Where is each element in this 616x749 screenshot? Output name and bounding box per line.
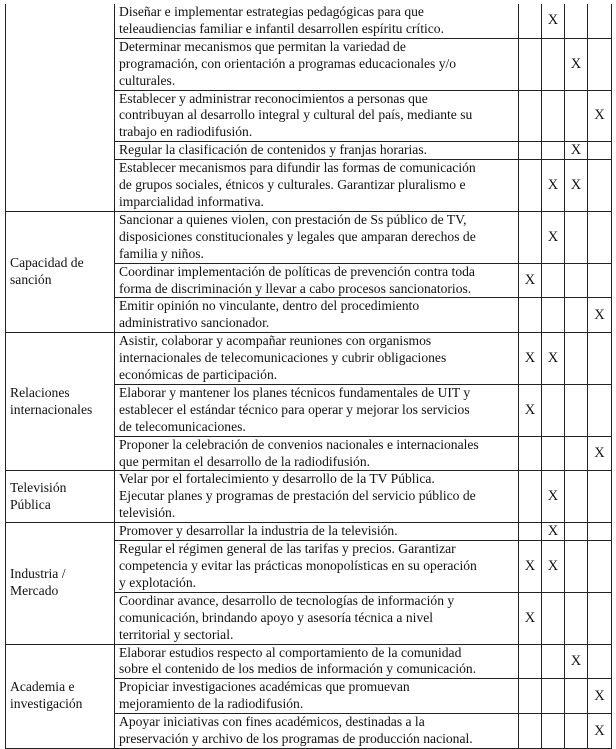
mark-cell-2: X [542,160,565,212]
description-line: y explotación. [119,574,197,590]
description-line: forma de discriminación y llevar a cabo procesos sancionatorios. [119,280,472,296]
mark-cell-1 [519,679,542,714]
description-line: teleaudiencias familiar e infantil desarrollen espíritu crítico. [119,20,444,36]
description-line: competencia y evitar las prácticas monopolísticas en su operación [119,558,477,573]
mark-cell-1 [519,4,542,38]
mark-cell-2 [542,384,565,436]
description-line: administrativo sancionador. [119,315,270,331]
mark-cell-1 [519,436,542,471]
description-cell [115,592,519,644]
mark-cell-4 [588,4,612,38]
description-line: Coordinar implementación de políticas de prevención contra toda [119,263,475,279]
description-cell [115,90,519,142]
description-line: culturales. [119,72,176,88]
description-line: preservación y archivo de los programas de producción nacional. [119,731,473,747]
mark-cell-1: X [519,263,542,298]
description-cell [115,38,519,90]
mark-cell-3: X [565,644,588,679]
description-cell [115,523,519,541]
category-line: Televisión [10,479,67,495]
table-body [6,4,612,748]
mark-cell-3 [565,471,588,523]
description-line: Elaborar estudios respecto al comportamiento de la comunidad [119,644,462,660]
mark-cell-1 [519,714,542,749]
description-cell [115,436,519,471]
mark-cell-2 [542,679,565,714]
mark-cell-3 [565,90,588,142]
mark-cell-3 [565,4,588,38]
mark-cell-3 [565,679,588,714]
mark-cell-4 [588,142,612,160]
mark-cell-3 [565,263,588,298]
description-line: de telecomunicaciones. [119,418,246,434]
description-line: comunicación, brindando apoyo y asesoría técnica a nivel [119,609,434,625]
mark-cell-2: X [542,523,565,541]
mark-cell-3 [565,436,588,471]
mark-cell-1 [519,471,542,523]
description-cell [115,211,519,263]
mark-cell-3 [565,333,588,385]
description-cell [115,679,519,714]
mark-cell-1 [519,298,542,333]
description-line: Coordinar avance, desarrollo de tecnologías de información y [119,592,455,608]
description-line: territorial y sectorial. [119,626,234,642]
description-line: Determinar mecanismos que permitan la variedad de [119,38,406,54]
description-cell [115,298,519,333]
description-line: internacionales de telecomunicaciones y cubrir obligaciones [119,350,447,366]
description-cell [115,714,519,749]
description-line: Regular el régimen general de las tarifas y precios. Garantizar [119,541,456,557]
mark-cell-4 [588,384,612,436]
description-line: imparcialidad informativa. [119,193,264,209]
table-row [6,4,612,38]
category-line: Pública [10,496,51,512]
description-line: económicas de participación. [119,367,278,383]
mark-cell-3 [565,714,588,749]
mark-cell-4 [588,523,612,541]
description-line: sobre el contenido de los medios de información y comunicación. [119,661,477,677]
description-line: Diseñar e implementar estrategias pedagógicas para que [119,4,424,19]
mark-cell-4: X [588,679,612,714]
category-line: Mercado [10,583,59,599]
description-cell [115,4,519,38]
description-line: Sancionar a quienes violen, con prestación de Ss público de TV, [119,211,467,227]
category-cell [6,644,115,748]
category-cell [6,523,115,644]
description-line: Propiciar investigaciones académicas que promuevan [119,679,410,695]
mark-cell-3 [565,211,588,263]
mark-cell-1 [519,523,542,541]
description-line: que permitan el desarrollo de la radiodifusión. [119,453,371,469]
mark-cell-1: X [519,541,542,593]
description-line: televisión. [119,505,176,521]
description-line: Regular la clasificación de contenidos y franjas horarias. [119,142,428,158]
mark-cell-2 [542,263,565,298]
mark-cell-4: X [588,436,612,471]
category-line: Industria / [10,566,66,582]
description-cell [115,160,519,212]
mark-cell-4 [588,38,612,90]
mark-cell-1 [519,38,542,90]
description-line: Emitir opinión no vinculante, dentro del procedimiento [119,298,420,314]
mark-cell-3: X [565,160,588,212]
table-row [6,471,612,523]
description-line: establecer el estándar técnico para operar y mejorar los servicios [119,401,470,417]
description-cell [115,333,519,385]
mark-cell-1 [519,90,542,142]
description-line: Ejecutar planes y programas de prestación del servicio público de [119,488,476,504]
mark-cell-2 [542,714,565,749]
mark-cell-3 [565,384,588,436]
mark-cell-1: X [519,384,542,436]
description-line: contribuyan al desarrollo integral y cultural del país, mediante su [119,107,473,123]
category-line: investigación [10,696,83,712]
mark-cell-2: X [542,4,565,38]
description-line: programación, con orientación a programas educacionales y/o [119,55,457,71]
mark-cell-4 [588,644,612,679]
mark-cell-4: X [588,90,612,142]
mark-cell-4: X [588,298,612,333]
description-line: Asistir, colaborar y acompañar reuniones con organismos [119,333,432,349]
description-cell [115,541,519,593]
functions-table [5,4,612,749]
mark-cell-3 [565,298,588,333]
description-line: de grupos sociales, étnicos y culturales. Garantizar pluralismo e [119,177,466,193]
mark-cell-2: X [542,541,565,593]
category-cell [6,471,115,523]
mark-cell-4 [588,541,612,593]
description-line: Apoyar iniciativas con fines académicos, destinadas a la [119,714,425,730]
description-cell [115,263,519,298]
category-line: internacionales [10,401,93,417]
table-row [6,211,612,263]
description-line: Establecer mecanismos para difundir las formas de comunicación [119,160,476,176]
table-row [6,644,612,679]
description-cell [115,142,519,160]
mark-cell-4 [588,160,612,212]
mark-cell-1 [519,160,542,212]
description-line: Promover y desarrollar la industria de la televisión. [119,523,398,539]
category-line: Academia e [10,679,75,695]
category-cell [6,333,115,471]
mark-cell-2 [542,38,565,90]
mark-cell-4 [588,211,612,263]
mark-cell-1: X [519,333,542,385]
description-line: familia y niños. [119,245,204,261]
mark-cell-1 [519,142,542,160]
description-cell [115,384,519,436]
mark-cell-4 [588,471,612,523]
mark-cell-3 [565,523,588,541]
category-cell [6,211,115,332]
description-line: Proponer la celebración de convenios nacionales e internacionales [119,436,479,452]
mark-cell-2 [542,644,565,679]
mark-cell-2 [542,90,565,142]
mark-cell-2: X [542,211,565,263]
mark-cell-2 [542,142,565,160]
mark-cell-4 [588,592,612,644]
description-cell [115,471,519,523]
mark-cell-4: X [588,714,612,749]
mark-cell-3 [565,592,588,644]
category-line: sanción [10,272,52,288]
mark-cell-2: X [542,471,565,523]
mark-cell-3 [565,541,588,593]
mark-cell-2 [542,436,565,471]
mark-cell-1 [519,211,542,263]
category-line: Relaciones [10,384,70,400]
mark-cell-2: X [542,333,565,385]
description-line: Velar por el fortalecimiento y desarrollo de la TV Pública. [119,471,435,487]
mark-cell-2 [542,592,565,644]
mark-cell-3: X [565,142,588,160]
mark-cell-1: X [519,592,542,644]
mark-cell-4 [588,333,612,385]
description-line: mejoramiento de la radiodifusión. [119,696,304,712]
mark-cell-1 [519,644,542,679]
table-row [6,523,612,541]
description-line: Elaborar y mantener los planes técnicos fundamentales de UIT y [119,384,471,400]
description-line: disposiciones constitucionales y legales que amparan derechos de [119,228,476,244]
description-cell [115,644,519,679]
description-line: Establecer y administrar reconocimientos a personas que [119,90,428,106]
mark-cell-3: X [565,38,588,90]
table-row [6,333,612,385]
mark-cell-4 [588,263,612,298]
description-line: trabajo en radiodifusión. [119,124,253,140]
category-cell [6,4,115,211]
mark-cell-2 [542,298,565,333]
category-line: Capacidad de [10,255,84,271]
